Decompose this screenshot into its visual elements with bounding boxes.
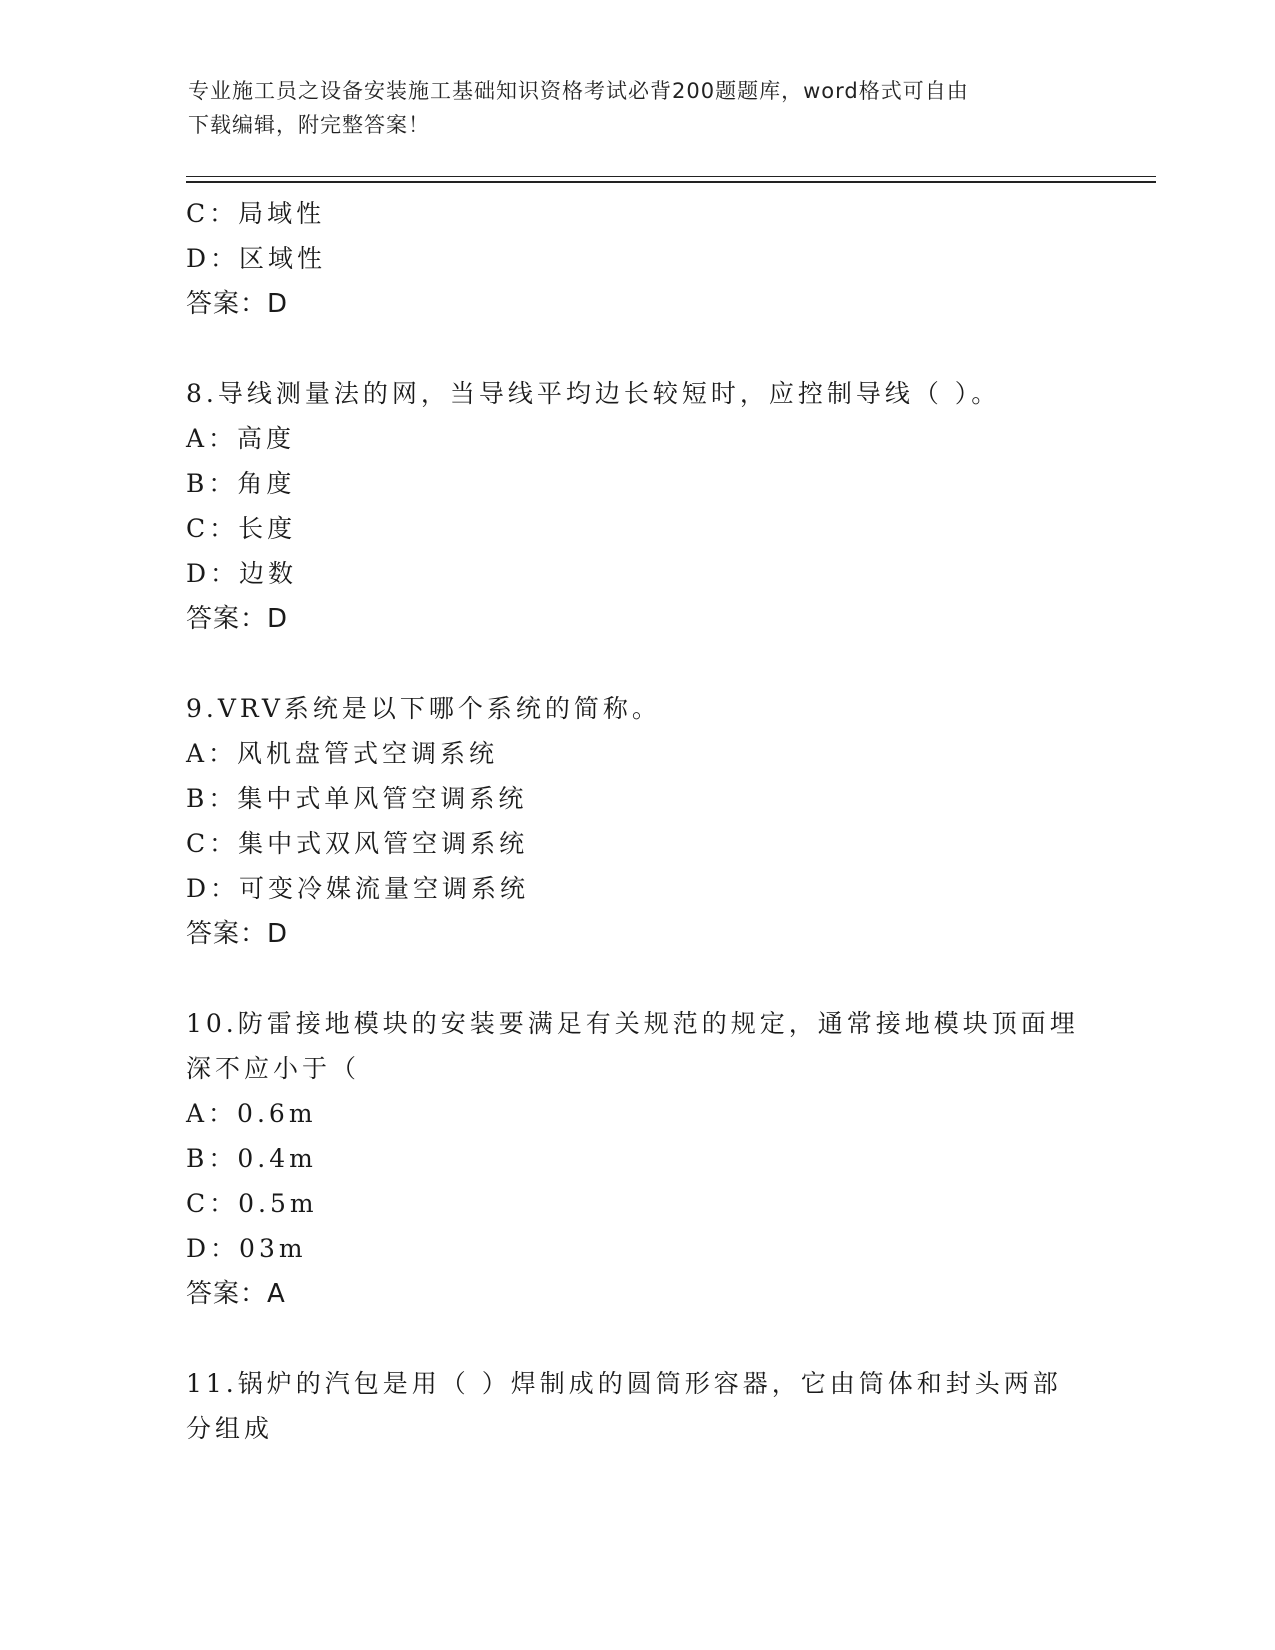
option-d-q9: D：可变冷媒流量空调系统 (186, 874, 530, 903)
header-rule-thin (186, 176, 1156, 177)
option-d-q10: D：03m (186, 1234, 307, 1263)
option-a-q9: A：风机盘管式空调系统 (186, 739, 499, 768)
option-d-q8: D：边数 (186, 559, 298, 588)
option-a-q10: A：0.6m (186, 1099, 317, 1128)
question-11-line-1: 11.锅炉的汽包是用（ ）焊制成的圆筒形容器，它由筒体和封头两部 (186, 1369, 1062, 1398)
option-d-q7: D：区域性 (186, 244, 327, 273)
answer-q8: 答案：D (186, 604, 289, 634)
question-9: 9.VRV系统是以下哪个系统的简称。 (186, 694, 661, 723)
document-header (188, 74, 1088, 142)
question-8: 8.导线测量法的网，当导线平均边长较短时，应控制导线（ ）。 (186, 379, 1001, 408)
answer-q7: 答案：D (186, 289, 289, 319)
option-c-q7: C：局域性 (186, 199, 326, 228)
header-rule-thick (186, 181, 1156, 183)
option-c-q10: C：0.5m (186, 1189, 318, 1218)
option-a-q8: A：高度 (186, 424, 296, 453)
question-10-line-1: 10.防雷接地模块的安装要满足有关规范的规定，通常接地模块顶面埋 (186, 1009, 1079, 1038)
question-10-line-2: 深不应小于（ (186, 1054, 361, 1083)
option-b-q9: B：集中式单风管空调系统 (186, 784, 528, 813)
question-11-line-2: 分组成 (186, 1414, 274, 1443)
header-line-2: 下载编辑，附完整答案！ (188, 113, 430, 137)
answer-q9: 答案：D (186, 919, 289, 949)
option-b-q10: B：0.4m (186, 1144, 317, 1173)
header-line-1: 专业施工员之设备安装施工基础知识资格考试必背200题题库，word格式可自由 (188, 79, 969, 103)
option-b-q8: B：角度 (186, 469, 296, 498)
option-c-q9: C：集中式双风管空调系统 (186, 829, 529, 858)
answer-q10: 答案：A (186, 1279, 286, 1309)
option-c-q8: C：长度 (186, 514, 297, 543)
